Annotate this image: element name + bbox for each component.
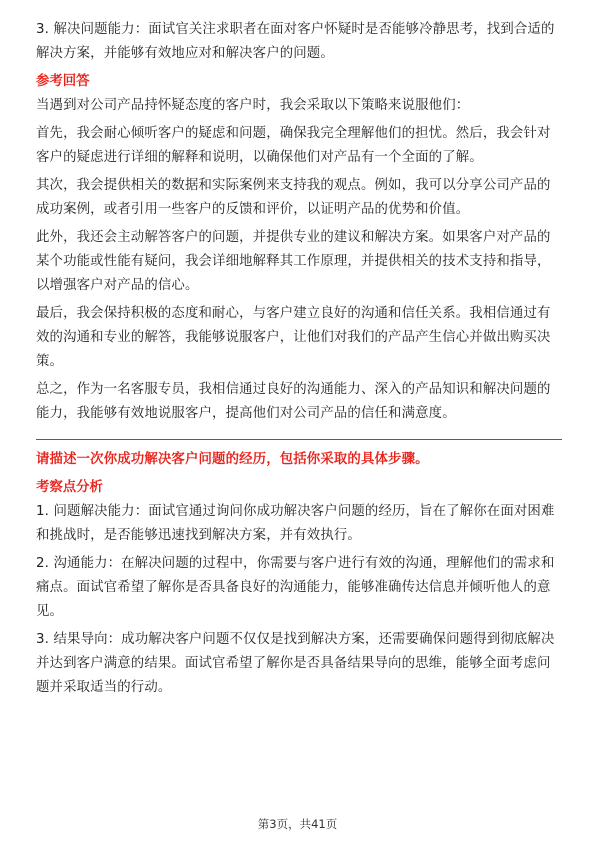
analysis-item-3: 3. 结果导向：成功解决客户问题不仅仅是找到解决方案，还需要确保问题得到彻底解决并达到客户满意的结果。面试官希望了解你是否具备结果导向的思维，能够全面考虑问题并采取适当的行动。 [36,632,555,695]
answer-paragraph-3: 其次，我会提供相关的数据和实际案例来支持我的观点。例如，我可以分享公司产品的成功案例，或者引用一些客户的反馈和评价，以证明产品的优势和价值。 [36,178,551,217]
page-number-footer: 第3页，共41页 [257,817,338,831]
interview-question: 请描述一次你成功解决客户问题的经历，包括你采取的具体步骤。 [36,452,429,467]
analysis-item-1: 1. 问题解决能力：面试官通过询问你成功解决客户问题的经历，旨在了解你在面对困难和挑战时，是否能够迅速找到解决方案，并有效执行。 [36,504,555,543]
answer-paragraph-1: 当遇到对公司产品持怀疑态度的客户时，我会采取以下策略来说服他们： [36,98,470,113]
reference-answer-heading: 参考回答 [36,74,90,89]
section-divider [36,439,562,440]
evaluation-point-3: 3. 解决问题能力：面试官关注求职者在面对客户怀疑时是否能够冷静思考，找到合适的解决方案，并能够有效地应对和解决客户的问题。 [36,22,555,61]
page-content [36,18,562,700]
answer-paragraph-5: 最后，我会保持积极的态度和耐心，与客户建立良好的沟通和信任关系。我相信通过有效的沟通和专业的解答，我能够说服客户，让他们对我们的产品产生信心并做出购买决策。 [36,306,551,369]
answer-paragraph-4: 此外，我还会主动解答客户的问题，并提供专业的建议和解决方案。如果客户对产品的某个功能或性能有疑问，我会详细地解释其工作原理，并提供相关的技术支持和指导，以增强客户对产品的信心。 [36,230,551,293]
analysis-heading: 考察点分析 [36,480,103,495]
answer-paragraph-6: 总之，作为一名客服专员，我相信通过良好的沟通能力、深入的产品知识和解决问题的能力，我能够有效地说服客户，提高他们对公司产品的信任和满意度。 [36,382,551,421]
analysis-item-2: 2. 沟通能力：在解决问题的过程中，你需要与客户进行有效的沟通，理解他们的需求和痛点。面试官希望了解你是否具备良好的沟通能力，能够准确传达信息并倾听他人的意见。 [36,556,555,619]
answer-paragraph-2: 首先，我会耐心倾听客户的疑虑和问题，确保我完全理解他们的担忧。然后，我会针对客户的疑虑进行详细的解释和说明，以确保他们对产品有一个全面的了解。 [36,126,551,165]
